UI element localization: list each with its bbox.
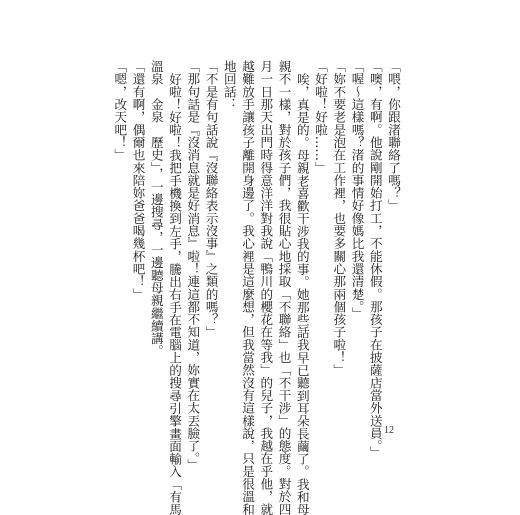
text-line-1: 「喂，你跟渚聯絡了嗎？」 [386,60,401,212]
text-line-13: 好啦！好啦！我把手機換到左手，騰出右手在電腦上的搜尋引擎畫面輸入「有馬 [167,72,182,515]
text-line-7: 親不一樣，對於孩子們，我很貼心地採取「不聯絡」也「不干涉」的態度。對於四 [276,60,292,515]
text-line-3: 「喔～這樣嗎？渚的事情好像媽比我還清楚。」 [349,60,365,320]
text-line-6: 唉，真是的。母親老喜歡干涉我的事。她那些話我早已聽到耳朵長繭了。我和母 [294,72,310,515]
text-line-10: 地回話： [221,60,237,111]
text-line-11: 「不是有句話說『沒聯絡表示沒事』之類的嗎？」 [203,60,219,339]
text-line-9: 越難放手讓孩子離開身邊了。我心裡是這麼想，但我當然沒有這樣說，只是很溫和 [240,60,255,515]
text-line-2: 「噢，有啊。他說剛開始打工，不能休假。那孩子在披薩店當外送員。」 [367,60,383,459]
text-line-4: 「妳不要老是泡在工作裡，也要多關心那兩個孩子啦！」 [331,60,347,377]
text-line-15: 「還有啊，偶爾也來陪妳爸爸喝幾杯吧！」 [130,60,146,301]
text-line-16: 「嗯，改天吧！」 [112,60,128,162]
text-line-5: 「好啦！好啦……」 [313,60,328,174]
page-number: 12 [384,425,394,436]
text-line-12: 「那句話是『沒消息就是好消息』啦！連這都不知道，妳實在太丟臉了。」 [185,60,201,472]
text-line-8: 月一日那天出門時得意洋洋對我說「鴨川的櫻花在等我」的兒子，我越在乎他，就 [258,60,274,515]
text-line-14: 溫泉 金泉 歷史」，一邊搜尋，一邊聽母親繼續講。 [148,60,164,358]
